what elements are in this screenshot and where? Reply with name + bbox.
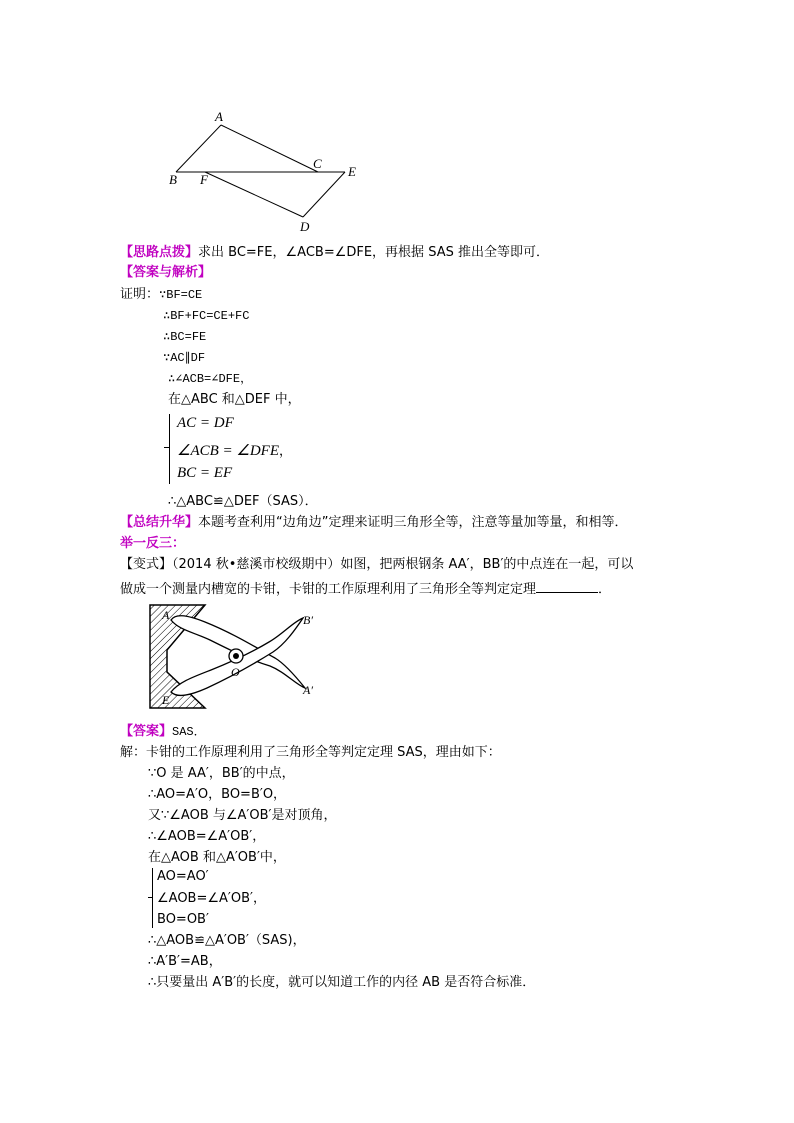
- proof-system-3: BC = EF: [177, 465, 233, 481]
- hint-tag: 【思路点拨】: [120, 245, 199, 260]
- pivot-inner: [233, 653, 239, 659]
- segment-de: [303, 172, 345, 217]
- proof-line-2: ∴BF+FC=CE+FC: [163, 309, 250, 323]
- label-o: O: [231, 665, 240, 679]
- solution-intro: 解：卡钳的工作原理利用了三角形全等判定定理 SAS，理由如下：: [120, 745, 501, 760]
- solution-system-3: BO=OB′: [157, 912, 209, 927]
- label-b-prime: B′: [303, 613, 313, 627]
- summary-tag: 【总结升华】: [120, 515, 199, 530]
- variant-line-2: 做成一个测量内槽宽的卡钳，卡钳的工作原理利用了三角形全等判定定理 ．: [120, 582, 612, 597]
- proof-system-1: AC = DF: [177, 415, 234, 431]
- answer-header: 【答案与解析】: [120, 265, 212, 280]
- solution-system-brace: [152, 868, 153, 928]
- label-d: D: [300, 219, 310, 234]
- answer-blank[interactable]: [536, 580, 598, 593]
- proof-line-3: ∴BC=FE: [163, 330, 207, 344]
- label-e2: E: [162, 693, 170, 707]
- variant-tag: 【变式】: [120, 557, 173, 572]
- figure-calipers: [145, 600, 335, 715]
- label-a2: A: [162, 608, 170, 622]
- segment-ab: [176, 125, 221, 172]
- label-a-prime: A′: [303, 683, 313, 697]
- answer2-tag: 【答案】: [120, 724, 173, 739]
- proof-line-4: ∵AC∥DF: [163, 351, 206, 365]
- solution-tail-3: ∴只要量出 A′B′的长度，就可以知道工作的内径 AB 是否符合标准．: [148, 975, 536, 990]
- label-e: E: [348, 164, 356, 179]
- variant-header: 举一反三：: [120, 536, 186, 551]
- proof-system-brace: [169, 414, 170, 484]
- solution-line-1: ∵O 是 AA′，BB′的中点，: [148, 766, 295, 781]
- proof-conclusion: ∴△ABC≌△DEF（SAS）．: [168, 494, 318, 509]
- variant-line-1: 【变式】（2014 秋•慈溪市校级期中）如图，把两根钢条 AA′，BB′的中点连在一起，可以: [120, 557, 634, 572]
- hint-line: [120, 245, 549, 261]
- solution-tail-1: ∴△AOB≌△A′OB′（SAS)，: [148, 933, 306, 948]
- summary-line: [120, 515, 628, 531]
- proof-line-5: ∴∠ACB=∠DFE，: [168, 372, 253, 386]
- segment-ac: [221, 125, 318, 172]
- solution-system-1: AO=AO′: [157, 869, 209, 884]
- proof-line-1: ∵BF=CE: [159, 288, 203, 302]
- solution-tail-2: ∴A′B′=AB，: [148, 954, 222, 969]
- label-f: F: [200, 172, 208, 187]
- label-a: A: [215, 109, 223, 124]
- solution-line-3: 又∵∠AOB 与∠A′OB′是对顶角，: [148, 808, 337, 823]
- solution-system-2: ∠AOB=∠A′OB′，: [157, 891, 266, 906]
- label-b: B: [169, 172, 177, 187]
- solution-line-4: ∴∠AOB=∠A′OB′，: [148, 829, 266, 844]
- segment-fd: [205, 172, 303, 217]
- proof-system-2: ∠ACB = ∠DFE，: [177, 443, 293, 459]
- figure-triangles: [165, 105, 370, 235]
- solution-line-5: 在△AOB 和△A′OB′中，: [148, 850, 286, 865]
- answer2-text: SAS．: [172, 725, 206, 739]
- proof-label: 证明：∵BF=CE: [120, 287, 203, 302]
- solution-line-2: ∴AO=A′O，BO=B′O，: [148, 787, 287, 802]
- answer2-line: [120, 724, 206, 740]
- hint-text: 求出 BC=FE，∠ACB=∠DFE，再根据 SAS 推出全等即可．: [198, 245, 549, 260]
- proof-line-6: 在△ABC 和△DEF 中，: [168, 392, 301, 407]
- label-c: C: [313, 156, 322, 171]
- summary-text: 本题考查利用“边角边”定理来证明三角形全等，注意等量加等量，和相等．: [198, 515, 628, 530]
